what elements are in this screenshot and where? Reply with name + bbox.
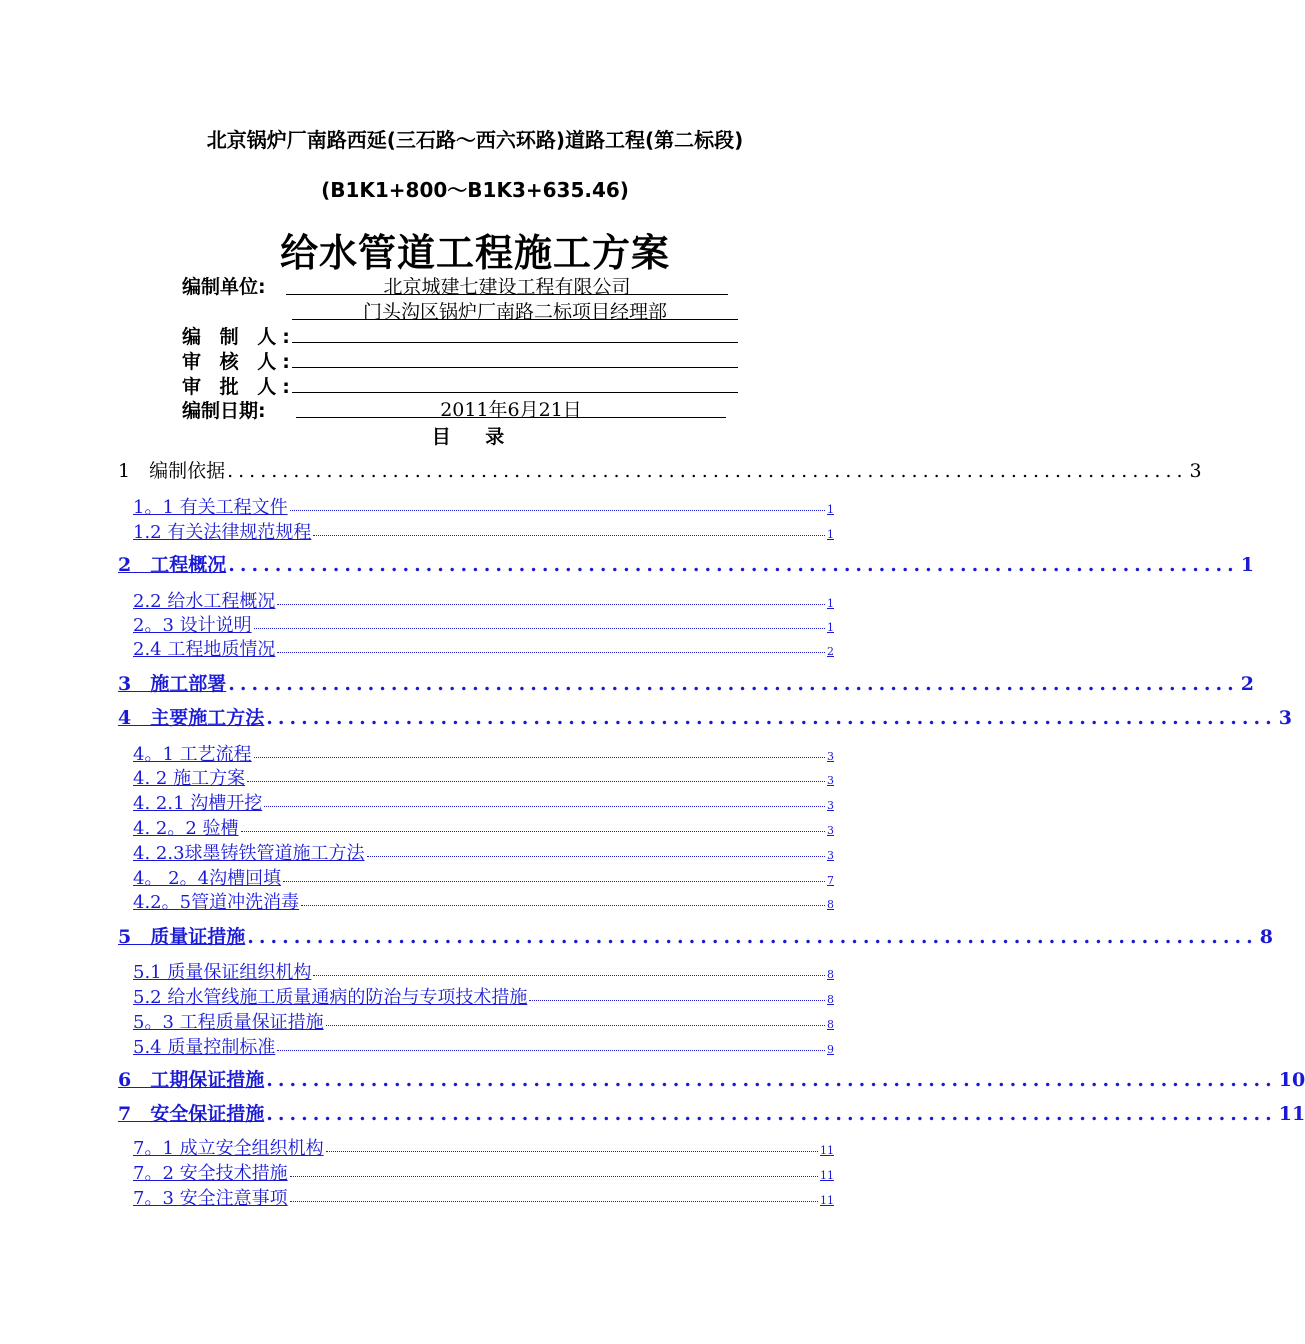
toc-entry-1[interactable]	[118, 456, 1202, 484]
toc-entry-page: 3	[827, 799, 834, 812]
toc-entry-page: 1	[827, 597, 834, 610]
approver-field	[292, 370, 738, 393]
toc-entry-label: 1.2 有关法律规范规程	[133, 522, 312, 543]
toc-entry-label: 5.2 给水管线施工质量通病的防治与专项技术措施	[133, 987, 528, 1008]
toc-leader	[254, 626, 825, 629]
unit-label: 编制单位:	[182, 276, 266, 298]
toc-entry-label: 4 主要施工方法	[118, 707, 265, 729]
toc-entry-page: 11	[820, 1194, 834, 1207]
toc-entry-4-2-4[interactable]	[133, 864, 834, 888]
toc-entry-label: 2.4 工程地质情况	[133, 639, 276, 660]
toc-entry-4-2-2[interactable]	[133, 814, 834, 838]
toc-leader	[313, 973, 825, 976]
toc-entry-page: 10	[1278, 1069, 1305, 1091]
toc-leader	[290, 1174, 818, 1177]
toc-entry-label: 7。2 安全技术措施	[133, 1163, 288, 1184]
toc-leader	[247, 779, 825, 782]
toc-entry-label: 5.4 质量控制标准	[133, 1037, 276, 1058]
toc-entry-page: 1	[1240, 554, 1254, 576]
toc-entry-label: 2.2 给水工程概况	[133, 591, 276, 612]
toc-leader	[290, 508, 825, 511]
toc-leader	[301, 903, 825, 906]
toc-entry-label: 4. 2.1 沟槽开挖	[133, 793, 263, 814]
toc-leader: .......................................................................................	[266, 1069, 1277, 1091]
toc-entry-label: 7。3 安全注意事项	[133, 1188, 288, 1209]
author-label: 编 制 人:	[182, 326, 296, 348]
toc-entry-4-2-3[interactable]	[133, 839, 834, 863]
toc-entry-label: 6 工期保证措施	[118, 1069, 265, 1091]
toc-entry-page: 1	[827, 528, 834, 541]
toc-entry-4-1[interactable]	[133, 740, 834, 764]
toc-entry-7-3[interactable]	[133, 1184, 834, 1208]
toc-entry-label: 2 工程概况	[118, 554, 227, 576]
toc-entry-2-2[interactable]	[133, 587, 834, 611]
author-field	[292, 320, 738, 343]
toc-leader: .......................................................................................	[228, 554, 1239, 576]
toc-entry-4[interactable]	[118, 703, 1292, 731]
toc-leader	[326, 1149, 818, 1152]
toc-leader	[277, 650, 825, 653]
toc-leader: .......................................................................................	[266, 707, 1277, 729]
toc-entry-page: 3	[827, 750, 834, 763]
toc-entry-page: 3	[827, 774, 834, 787]
toc-leader	[254, 755, 825, 758]
toc-entry-page: 2	[1240, 673, 1254, 695]
toc-entry-5[interactable]	[118, 922, 1273, 950]
toc-entry-label: 5.1 质量保证组织机构	[133, 962, 312, 983]
toc-entry-5-1[interactable]	[133, 958, 834, 982]
toc-leader	[529, 998, 825, 1001]
toc-entry-2-4[interactable]	[133, 635, 834, 659]
toc-entry-4-2-1[interactable]	[133, 789, 834, 813]
toc-entry-page: 11	[1278, 1103, 1305, 1125]
date-field: 2011年6月21日	[296, 395, 726, 418]
toc-entry-page: 8	[827, 968, 834, 981]
toc-entry-label: 4. 2.3球墨铸铁管道施工方法	[133, 843, 365, 864]
unit-line-1: 北京城建七建设工程有限公司	[286, 272, 728, 295]
toc-entry-5-2[interactable]	[133, 983, 834, 1007]
toc-leader	[241, 829, 825, 832]
toc-entry-7-1[interactable]	[133, 1134, 834, 1158]
project-title: 北京锅炉厂南路西延(三石路～西六环路)道路工程(第二标段)	[206, 128, 744, 152]
toc-entry-page: 3	[1278, 707, 1292, 729]
toc-entry-page: 11	[820, 1169, 834, 1182]
toc-entry-3[interactable]	[118, 669, 1254, 697]
toc-leader	[283, 879, 825, 882]
reviewer-field	[292, 345, 738, 368]
toc-entry-7[interactable]	[118, 1099, 1305, 1127]
toc-entry-page: 7	[827, 874, 834, 887]
toc-entry-label: 2。3 设计说明	[133, 615, 252, 636]
toc-entry-page: 1	[827, 503, 834, 516]
toc-entry-1-1[interactable]	[133, 493, 834, 517]
toc-leader	[290, 1199, 818, 1202]
document-title: 给水管道工程施工方案	[279, 231, 670, 275]
toc-entry-page: 3	[827, 849, 834, 862]
toc-entry-page: 3	[827, 824, 834, 837]
toc-entry-page: 8	[827, 1018, 834, 1031]
toc-entry-label: 4. 2。2 验槽	[133, 818, 239, 839]
toc-entry-5-4[interactable]	[133, 1033, 834, 1057]
toc-entry-page: 2	[827, 645, 834, 658]
toc-entry-label: 4.2。5管道冲洗消毒	[133, 892, 300, 913]
toc-entry-page: 11	[820, 1144, 834, 1157]
toc-leader	[326, 1023, 825, 1026]
toc-entry-5-3[interactable]	[133, 1008, 834, 1032]
toc-entry-label: 1。1 有关工程文件	[133, 497, 288, 518]
toc-entry-2[interactable]	[118, 550, 1254, 578]
toc-entry-label: 7。1 成立安全组织机构	[133, 1138, 324, 1159]
toc-leader: .......................................................................................	[266, 1103, 1277, 1125]
toc-entry-label: 5。3 工程质量保证措施	[133, 1012, 324, 1033]
toc-entry-page: 8	[1259, 926, 1273, 948]
toc-leader	[313, 533, 825, 536]
toc-entry-2-3[interactable]	[133, 611, 834, 635]
toc-entry-label: 7 安全保证措施	[118, 1103, 265, 1125]
toc-entry-label: 4。 2。4沟槽回填	[133, 868, 282, 889]
project-range: (B1K1+800～B1K3+635.46)	[321, 178, 629, 202]
toc-entry-page: 8	[827, 993, 834, 1006]
toc-entry-label: 1 编制依据	[118, 460, 226, 482]
toc-entry-7-2[interactable]	[133, 1159, 834, 1183]
toc-entry-4-2-5[interactable]	[133, 888, 834, 912]
date-label: 编制日期:	[182, 400, 266, 422]
toc-entry-label: 4. 2 施工方案	[133, 768, 246, 789]
toc-entry-4-2[interactable]	[133, 764, 834, 788]
toc-leader	[264, 804, 825, 807]
toc-entry-page: 3	[1189, 460, 1202, 482]
toc-entry-page: 8	[827, 898, 834, 911]
toc-entry-label: 3 施工部署	[118, 673, 227, 695]
toc-entry-page: 1	[827, 621, 834, 634]
toc-entry-label: 4。1 工艺流程	[133, 744, 252, 765]
unit-line-2: 门头沟区锅炉厂南路二标项目经理部	[292, 297, 738, 320]
toc-entry-1-2[interactable]	[133, 518, 834, 542]
toc-heading: 目 录	[431, 426, 519, 448]
toc-leader: .......................................................................................	[247, 926, 1258, 948]
toc-leader: .......................................................................................	[227, 460, 1188, 482]
reviewer-label: 审 核 人:	[182, 351, 296, 373]
toc-entry-page: 9	[827, 1043, 834, 1056]
toc-leader	[277, 602, 825, 605]
toc-leader	[367, 854, 825, 857]
toc-entry-6[interactable]	[118, 1065, 1305, 1093]
toc-entry-label: 5 质量证措施	[118, 926, 246, 948]
toc-leader: .......................................................................................	[228, 673, 1239, 695]
approver-label: 审 批 人:	[182, 376, 296, 398]
toc-leader	[277, 1048, 825, 1051]
